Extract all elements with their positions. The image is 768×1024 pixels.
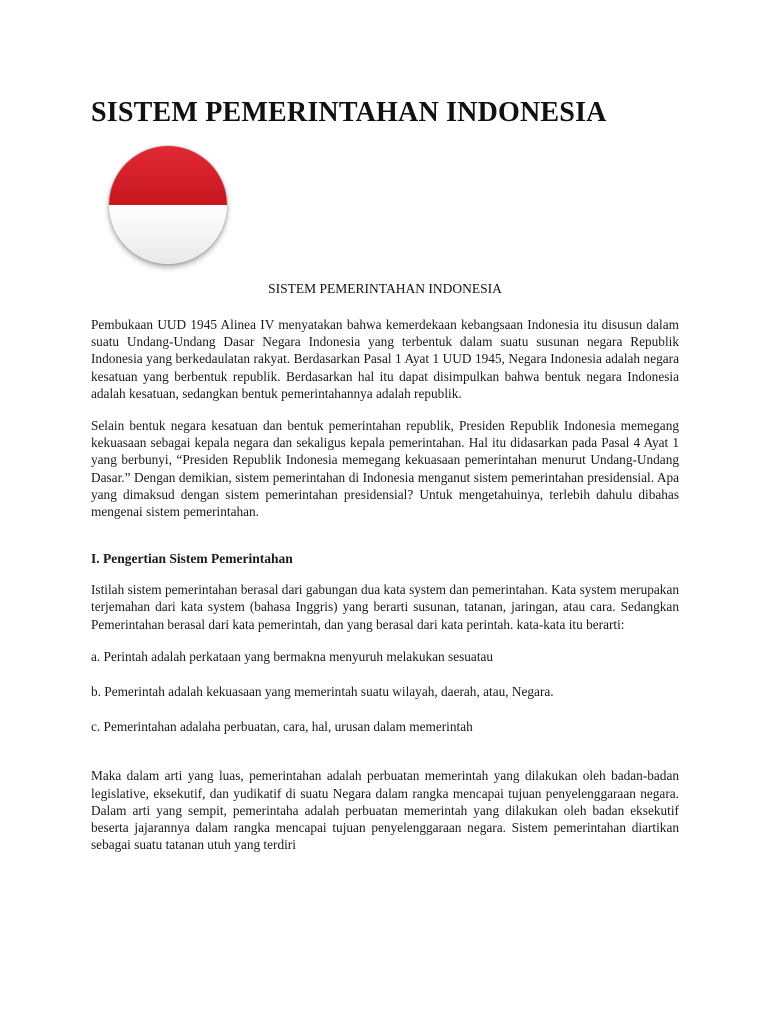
document-subtitle: SISTEM PEMERINTAHAN INDONESIA bbox=[268, 281, 502, 296]
intro-paragraph-2: Selain bentuk negara kesatuan dan bentuk pemerintahan republik, Presiden Republik Indonesia memegang kekuasaan sebagai kepala negara dan sekaligus kepala pemerintahan. Hal itu didasarkan pada Pasal 4 Ayat 1 yang berbunyi, “Presiden Republik Indonesia memegang kekuasaan pemerintahan menurut Undang-Undang Dasar.” Dengan demikian, sistem pemerintahan di Indonesia menganut sistem pemerintahan presidensial. Apa yang dimaksud dengan sistem pemerintahan presidensial? Untuk mengetahuinya, terlebih dahulu dibahas mengenai sistem pemerintahan. bbox=[91, 418, 679, 520]
indonesia-flag-circle-icon bbox=[109, 146, 227, 264]
document-page bbox=[91, 96, 679, 868]
document-title: SISTEM PEMERINTAHAN INDONESIA bbox=[91, 97, 607, 128]
closing-paragraph: Maka dalam arti yang luas, pemerintahan adalah perbuatan memerintah yang dilakukan oleh badan-badan legislative, eksekutif, dan yudikatif di suatu Negara dalam rangka mencapai tujuan penyelenggaraan negara. Dalam arti yang sempit, pemerintaha adalah perbuatan memerintah yang dilakukan oleh badan eksekutif beserta jajarannya dalam rangka mencapai tujuan penyelenggaraan negara. Sistem pemerintahan diartikan sebagai suatu tatanan utuh yang terdiri bbox=[91, 768, 679, 853]
list-item-a: a. Perintah adalah perkataan yang bermakna menyuruh melakukan sesuatau bbox=[91, 648, 494, 664]
spacer bbox=[91, 753, 679, 767]
intro-paragraph-1: Pembukaan UUD 1945 Alinea IV menyatakan bahwa kemerdekaan kebangsaan Indonesia itu disusun dalam suatu Undang-Undang Dasar Negara Indonesia yang terbentuk dalam suatu susunan negara Republik Indonesia yang berkedaulatan rakyat. Berdasarkan Pasal 1 Ayat 1 UUD 1945, Negara Indonesia adalah negara kesatuan yang berbentuk republik. Berdasarkan hal itu dapat disimpulkan bahwa bentuk negara Indonesia adalah kesatuan, sedangkan bentuk pemerintahannya adalah republik. bbox=[91, 317, 679, 401]
flag-graphic bbox=[109, 146, 227, 264]
section-heading: I. Pengertian Sistem Pemerintahan bbox=[91, 551, 293, 567]
list-item-c: c. Pemerintahan adalaha perbuatan, cara, hal, urusan dalam memerintah bbox=[91, 719, 473, 735]
flag-red-half bbox=[109, 146, 227, 205]
section-paragraph: Istilah sistem pemerintahan berasal dari gabungan dua kata system dan pemerintahan. Kata system merupakan terjemahan dari kata system (bahasa Inggris) yang berarti susunan, tatanan, jaringan, atau cara. Sedangkan Pemerintahan berasal dari kata pemerintah, dan yang berasal dari kata perintah. kata-kata itu berarti: bbox=[91, 582, 679, 632]
list-item-b: b. Pemerintah adalah kekuasaan yang memerintah suatu wilayah, daerah, atau, Negara. bbox=[91, 684, 554, 700]
flag-white-half bbox=[109, 205, 227, 264]
